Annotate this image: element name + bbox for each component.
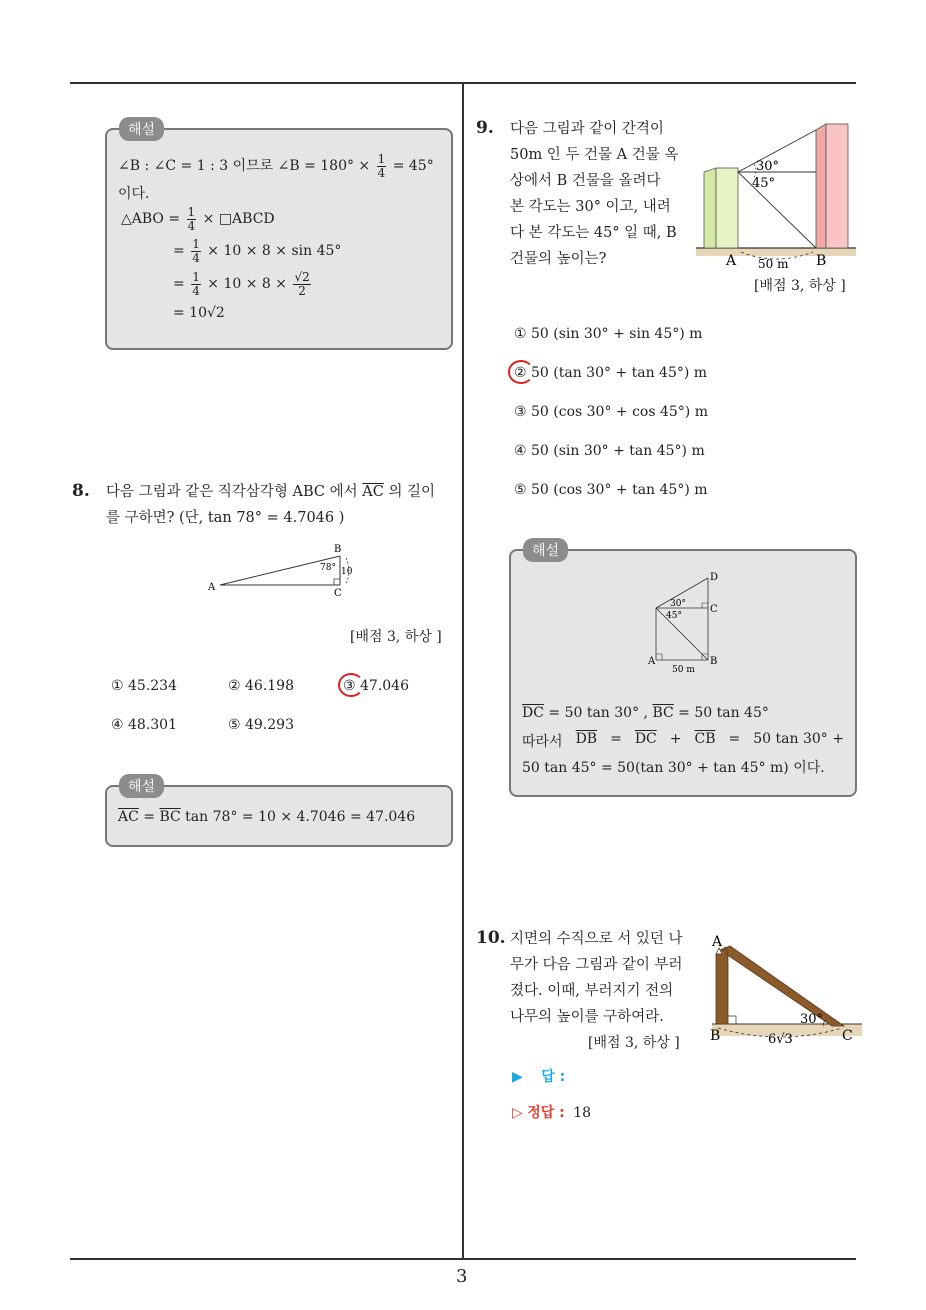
q8-solution-tag: 해설 <box>119 774 164 798</box>
q9-fig-angle-30: 30° <box>756 159 780 174</box>
q9-meta: [배점 3, 하상 ] <box>754 278 846 294</box>
q9-sol-fig-30: 30° <box>670 599 686 609</box>
q7-solution-tag: 해설 <box>119 117 164 141</box>
q8-fig-angle: 78° <box>320 563 336 573</box>
q7-sol-line3: △ABO = $\frac{1}{4}$ × □ABCD <box>121 204 275 233</box>
q10-answer-label: 답 : <box>541 1069 566 1085</box>
q7-sol-line4: = $\frac{1}{4}$ × 10 × 8 × sin 45° <box>173 236 342 265</box>
correct-arrow-icon: ▷ <box>512 1105 523 1121</box>
page-number: 3 <box>456 1266 468 1287</box>
q10-meta: [배점 3, 하상 ] <box>588 1035 680 1051</box>
q9-option-3[interactable]: ③ 50 (cos 30° + cos 45°) m <box>514 404 708 420</box>
q9-answer-mark <box>508 360 534 384</box>
q9-solution-tag: 해설 <box>523 538 568 562</box>
q8-text: 다음 그림과 같은 직각삼각형 ABC 에서 $\overline{AC}$ 의 길이 를 구하면? (단, tan 78° = 4.7046 ) <box>106 484 436 526</box>
q9-fig-angle-45: 45° <box>752 176 776 191</box>
q10-fig-label-c: C <box>842 1028 853 1044</box>
q8-option-5[interactable]: ⑤ 49.293 <box>228 717 294 733</box>
q8-option-4[interactable]: ④ 48.301 <box>111 717 177 733</box>
q8-fig-label-b: B <box>334 544 342 555</box>
q9-option-4[interactable]: ④ 50 (sin 30° + tan 45°) m <box>514 443 705 459</box>
q10-fig-label-b: B <box>710 1028 721 1044</box>
q9-sol-fig-b: B <box>710 656 718 667</box>
q7-sol-line2: 이다. <box>118 186 150 202</box>
q9-sol-fig-c: C <box>710 604 718 615</box>
q9-sol-fig-a: A <box>648 656 656 667</box>
q8-fig-label-c: C <box>334 588 342 599</box>
bottom-rule <box>70 1258 856 1260</box>
q7-sol-line1: ∠B : ∠C = 1 : 3 이므로 ∠B = 180° × $\frac{1}{4}$ = 45° <box>118 151 434 180</box>
q9-option-5[interactable]: ⑤ 50 (cos 30° + tan 45°) m <box>514 482 708 498</box>
q10-number: 10. <box>476 928 506 948</box>
q9-text: 다음 그림과 같이 간격이 50m 인 두 건물 A 건물 옥 상에서 B 건물을 올려다 본 각도는 30° 이고, 내려 다 본 각도는 45° 일 때, B 건물의 높이는? <box>510 121 679 267</box>
q7-sol-line6: = 10√2 <box>173 305 225 321</box>
q8-fig-label-a: A <box>208 582 216 593</box>
q7-sol-line5: = $\frac{1}{4}$ × 10 × 8 × $\frac{√2}{2}$ <box>173 269 310 298</box>
q10-correct-value: 18 <box>573 1105 592 1121</box>
q10-fig-base: 6√3 <box>768 1032 793 1047</box>
q9-option-1[interactable]: ① 50 (sin 30° + sin 45°) m <box>514 326 703 342</box>
q9-solution-line1: $\overline{DC} = 50$ tan 30° , $\overline{BC} = 50$ tan 45° <box>522 705 769 721</box>
q8-option-1[interactable]: ① 45.234 <box>111 678 177 694</box>
column-divider <box>462 84 464 1258</box>
q10-answer-row <box>512 1066 565 1086</box>
q9-solution-line3: 50 tan 45° = 50(tan 30° + tan 45° m) 이다. <box>522 760 825 776</box>
q10-tree-figure <box>706 926 866 1050</box>
q8-triangle-figure <box>200 540 360 600</box>
q9-solution-line2: 따라서 $\overline{DB}$ = $\overline{DC}$ + $\overline{CB}$ = 50 tan 30° + <box>522 731 844 750</box>
q10-correct-row <box>512 1102 591 1122</box>
q9-sol-fig-d: D <box>710 572 719 583</box>
q9-fig-label-a: A <box>726 253 737 269</box>
q9-sol-fig-dist: 50 m <box>672 665 695 675</box>
q8-option-2[interactable]: ② 46.198 <box>228 678 294 694</box>
q9-solution-figure <box>640 568 730 678</box>
q9-fig-label-b: B <box>816 253 827 269</box>
answer-arrow-icon: ▶ <box>512 1069 523 1085</box>
q8-solution-text: $\overline{AC} = \overline{BC}$ tan 78° = 10 × 4.7046 = 47.046 <box>118 809 416 825</box>
q9-fig-dist: 50 m <box>758 257 789 271</box>
q10-text: 지면의 수직으로 서 있던 나 무가 다음 그림과 같이 부러 졌다. 이때, 부러지기 전의 나무의 높이를 구하여라. <box>510 931 683 1025</box>
q10-fig-angle: 30° <box>800 1012 824 1027</box>
q8-fig-side: 10 <box>341 567 353 577</box>
q9-buildings-figure <box>696 118 858 274</box>
q9-option-2[interactable]: ② 50 (tan 30° + tan 45°) m <box>514 365 708 381</box>
q10-fig-label-a: A <box>712 934 723 950</box>
q9-number: 9. <box>476 118 494 138</box>
q8-meta: [배점 3, 하상 ] <box>350 629 442 645</box>
q8-number: 8. <box>72 481 90 501</box>
q9-sol-fig-45: 45° <box>666 611 682 621</box>
q8-option-3[interactable]: ③ 47.046 <box>343 678 409 694</box>
q8-answer-mark <box>338 673 364 697</box>
q10-correct-label: 정답 : <box>527 1105 565 1121</box>
